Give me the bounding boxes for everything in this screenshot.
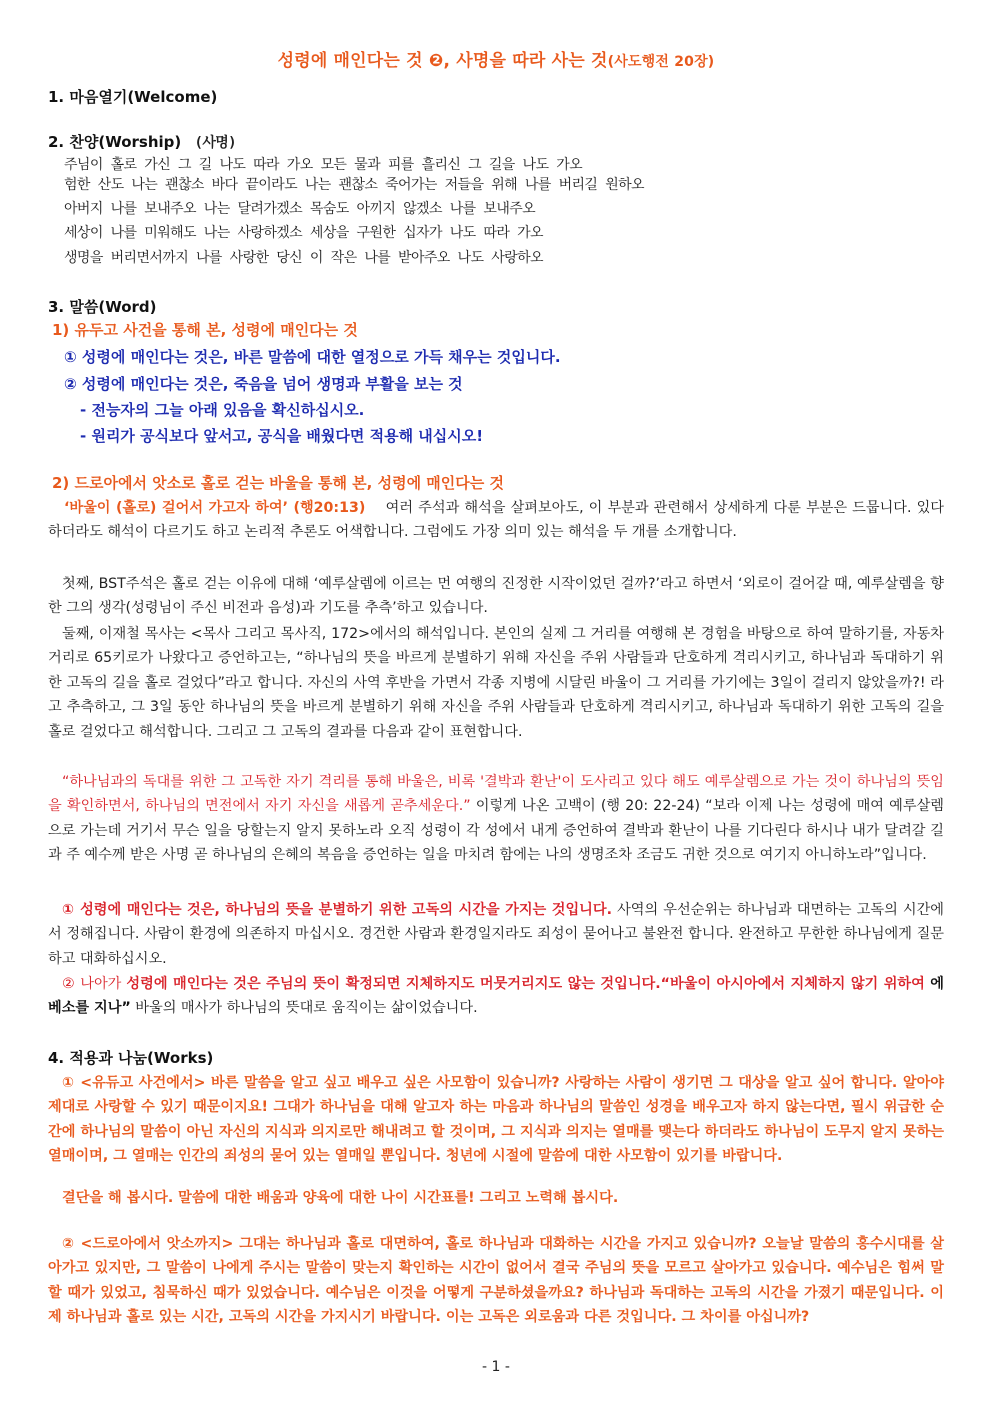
- page-title: [0, 46, 992, 71]
- conclusion-two-quote-black: 에베소를 지나”: [48, 976, 944, 1017]
- confession-text: 이렇게 나온 고백이 (행 20: 22-24) “보라 이제 나는 성령에 매여 예루살렘으로 가는데 거기서 무슨 일을 당할는지 알지 못하노라 오직 성령이 각 성에서 내게 증언하여 결박과 환난이 나를 기다린다 하시나 내가 달려갈 길과 주 예수께 받은 사명 곧 하나님의 은혜의 복음을 증언하는 일을 마치려 함에는 나의 생명조차 조금도 귀한 것으로 여기지 아니하노라”입니다.: [48, 798, 944, 864]
- point-two: ② 성령에 매인다는 것은, 죽음을 넘어 생명과 부활을 보는 것: [64, 375, 463, 393]
- subheading-eutychus: 1) 유두고 사건을 통해 본, 성령에 매인다는 것: [52, 321, 358, 339]
- red-quote: “하나님과의 독대를 위한 그 고독한 자기 격리를 통해 바울은, 비록 '결박과 환난'이 도사리고 있다 해도 예루살렘으로 가는 것이 하나님의 뜻임을 확인하면서, 하나님의 면전에서 자기 자신을 새롭게 곧추세운다.”: [48, 774, 944, 815]
- lyric-line: 생명을 버리면서까지 나를 사랑한 당신 이 작은 나를 받아주오 나도 사랑하오: [64, 250, 543, 266]
- dash-point-two: - 원리가 공식보다 앞서고, 공식을 배웠다면 적용해 내십시오!: [80, 427, 484, 445]
- song-title: (사명): [194, 135, 236, 151]
- conclusion-two: [48, 972, 944, 1021]
- title-main: 성령에 매인다는 것 ❷, 사명을 따라 사는 것: [277, 51, 608, 71]
- intro-paragraph: [48, 496, 944, 545]
- worship-heading-label: 2. 찬양(Worship): [48, 133, 182, 151]
- application-one: ① <유듀고 사건에서> 바른 말씀을 알고 싶고 배우고 싶은 사모함이 있습니까? 사랑하는 사람이 생기면 그 대상을 알고 싶어 합니다. 알아야 제대로 사랑할 수 있기 때문이지요! 그대가 하나님을 대해 알고자 하는 마음과 하나님의 말씀인 성경을 배우고자 하지 않는다면, 필시 위급한 순간에 하나님의 말씀이 아닌 자신의 지식과 의지로만 해내려고 할 것이며, 그 지식과 의지는 열매를 맺는다 하더라도 하나님이 도무지 알지 못하는 열매이며, 그 열매는 인간의 죄성의 묻어 있는 열매일 뿐입니다. 청년에 시절에 말씀에 대한 사모함이 있기를 바랍니다.: [48, 1075, 944, 1165]
- title-reference: (사도행전 20장): [607, 54, 715, 70]
- intro-text: 여러 주석과 해석을 살펴보아도, 이 부분과 관련해서 상세하게 다룬 부분은 드뭅니다. 있다하더라도 해석이 다르기도 하고 논리적 추론도 어색합니다. 그럼에도 가장 의미 있는 해석을 두 개를 소개합니다.: [48, 500, 945, 541]
- conclusion-one: [48, 898, 944, 971]
- conclusion-two-quote-red: “바울이 아시아에서 지체하지 않기 위하여: [660, 976, 925, 992]
- section-heading-word: 3. 말씀(Word): [48, 298, 157, 316]
- quote-paragraph: [48, 770, 944, 868]
- application-one-resolution: 결단을 해 봅시다. 말씀에 대한 배움과 양육에 대한 나이 시간표를! 그리고 노력해 봅시다.: [62, 1190, 619, 1206]
- lyric-line: 험한 산도 나는 괜찮소 바다 끝이라도 나는 괜찮소 죽어가는 저들을 위해 나를 버리길 원하오: [64, 177, 644, 193]
- conclusion-one-text: 사역의 우선순위는 하나님과 대면하는 고독의 시간에서 정해집니다. 사람이 환경에 의존하지 마십시오. 경건한 사람과 환경일지라도 죄성이 묻어나고 불완전 합니다. 완전하고 무한한 하나님에게 질문하고 대화하십시오.: [48, 902, 944, 967]
- application-two: ② <드로아에서 앗소까지> 그대는 하나님과 홀로 대면하여, 홀로 하나님과 대화하는 시간을 가지고 있습니까? 오늘날 말씀의 홍수시대를 살아가고 있지만, 그 말씀이 나에게 주시는 말씀이 맞는지 확인하는 시간이 없어서 결국 주님의 뜻을 모르고 살아가고 있습니다. 예수님은 힘써 말할 때가 있었고, 침묵하신 때가 있었습니다. 예수님은 이것을 어떻게 구분하셨을까요? 하나님과 독대하는 고독의 시간을 가졌기 때문입니다. 이제 하나님과 홀로 있는 시간, 고독의 시간을 가지시기 바랍니다. 이는 고독은 외로움과 다른 것입니다. 그 차이를 아십니까?: [48, 1236, 944, 1326]
- lyric-line: 아버지 나를 보내주오 나는 달려가겠소 목숨도 아끼지 않겠소 나를 보내주오: [64, 201, 536, 217]
- conclusion-two-bold: 성령에 매인다는 것은 주님의 뜻이 확정되면 지체하지도 머뭇거리지도 않는 것입니다.: [126, 976, 661, 992]
- page-number: - 1 -: [482, 1359, 510, 1375]
- subheading-troas: 2) 드로아에서 앗소로 홀로 걷는 바울을 통해 본, 성령에 매인다는 것: [52, 474, 504, 492]
- point-one: ① 성령에 매인다는 것은, 바른 말씀에 대한 열정으로 가득 채우는 것입니다.: [64, 348, 561, 366]
- section-heading-works: 4. 적용과 나눔(Works): [48, 1049, 214, 1067]
- section-heading-worship: [48, 131, 236, 152]
- conclusion-two-text: 바울의 매사가 하나님의 뜻대로 움직이는 삶이었습니다.: [130, 1000, 478, 1017]
- second-interpretation: 둘째, 이재철 목사는 <목사 그리고 목사직, 172>에서의 해석입니다. 본인의 실제 그 거리를 여행해 본 경험을 바탕으로 하여 말하기를, 자동차 거리로 65키로가 나왔다고 증언하고는, “하나님의 뜻을 바르게 분별하기 위해 자신을 주위 사람들과 단호하게 격리시키고, 하나님과 독대하기 위한 고독의 길을 홀로 걸었다”라고 합니다. 자신의 사역 후반을 가면서 각종 지병에 시달린 바울이 그 거리를 가기에는 3일이 걸리지 않았을까?! 라고 추측하고, 그 3일 동안 하나님의 뜻을 바르게 분별하기 위해 자신을 주위 사람들과 단호하게 격리시키고, 하나님과 독대하기 위한 고독의 길을 홀로 걸었다고 해석합니다. 그리고 그 고독의 결과를 다음과 같이 표현합니다.: [48, 626, 944, 740]
- lyric-line: 주님이 홀로 가신 그 길 나도 따라 가오 모든 물과 피를 흘리신 그 길을 나도 가오: [64, 157, 583, 173]
- first-interpretation: 첫째, BST주석은 홀로 걷는 이유에 대해 ‘예루살렘에 이르는 먼 여행의 진정한 시작이었던 걸까?’라고 하면서 ‘외로이 걸어갈 때, 예루살렘을 향한 그의 생각(성령님이 주신 비전과 음성)과 기도를 추측’하고 있습니다.: [48, 576, 944, 617]
- dash-point-one: - 전능자의 그늘 아래 있음을 확신하십시오.: [80, 401, 365, 419]
- conclusion-two-prefix: ② 나아가: [62, 976, 127, 992]
- section-heading-welcome: 1. 마음열기(Welcome): [48, 88, 218, 106]
- verse-quote: ‘바울이 (홀로) 걸어서 가고자 하여’ (행20:13): [64, 500, 366, 516]
- conclusion-one-bold: ① 성령에 매인다는 것은, 하나님의 뜻을 분별하기 위한 고독의 시간을 가지는 것입니다.: [62, 902, 612, 918]
- lyric-line: 세상이 나를 미워해도 나는 사랑하겠소 세상을 구원한 십자가 나도 따라 가오: [64, 225, 543, 241]
